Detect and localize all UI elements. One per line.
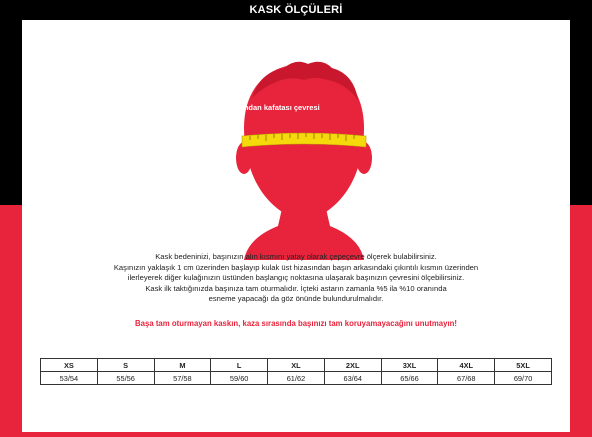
size-cell: XL [268,359,325,372]
measurement-cell: 67/68 [438,372,495,385]
measurement-cell: 59/60 [211,372,268,385]
tape-label: Alından kafatası çevresi [234,103,320,112]
description-line: Kaşınızın yaklaşık 1 cm üzerinden başlayıp kulak üst hizasından başın arkasındaki çıkıntılı kısmın üzerinden [113,262,479,272]
description-line: Kask ilk taktığınızda başınıza tam oturmalıdır. İçteki astarın zamanla %5 ila %10 oranında [145,283,447,293]
description-text [42,252,550,305]
size-row [41,359,552,372]
size-cell: 4XL [438,359,495,372]
measurement-cell: 63/64 [324,372,381,385]
measurement-cell: 55/56 [97,372,154,385]
measurement-cell: 61/62 [268,372,325,385]
size-table [40,358,552,385]
head-silhouette-illustration [204,50,404,260]
size-cell: M [154,359,211,372]
size-cell: XS [41,359,98,372]
page-title: KASK ÖLÇÜLERİ [249,4,343,16]
measurement-cell: 65/66 [381,372,438,385]
measurement-row [41,372,552,385]
description-line: ilerleyerek diğer kulağınızın üstünden başlangıç noktasına ulaşarak başınızın çevresini ölçebilirsiniz. [127,273,465,282]
measurement-cell: 57/58 [154,372,211,385]
measurement-cell: 53/54 [41,372,98,385]
measurement-cell: 69/70 [495,372,552,385]
size-cell: 3XL [381,359,438,372]
description-line: Kask bedeninizi, başınızın alın kısmını yatay olarak çepeçevre ölçerek bulabilirsiniz. [155,252,437,261]
size-guide-card [22,20,570,432]
size-cell: L [211,359,268,372]
size-cell: 5XL [495,359,552,372]
size-cell: S [97,359,154,372]
description-line: esneme yapacağı da göz önünde bulundurulmalıdır. [208,294,384,303]
size-cell: 2XL [324,359,381,372]
warning-text: Başa tam oturmayan kaskın, kaza sırasında başınızı tam koruyamayacağını unutmayın! [135,319,457,328]
